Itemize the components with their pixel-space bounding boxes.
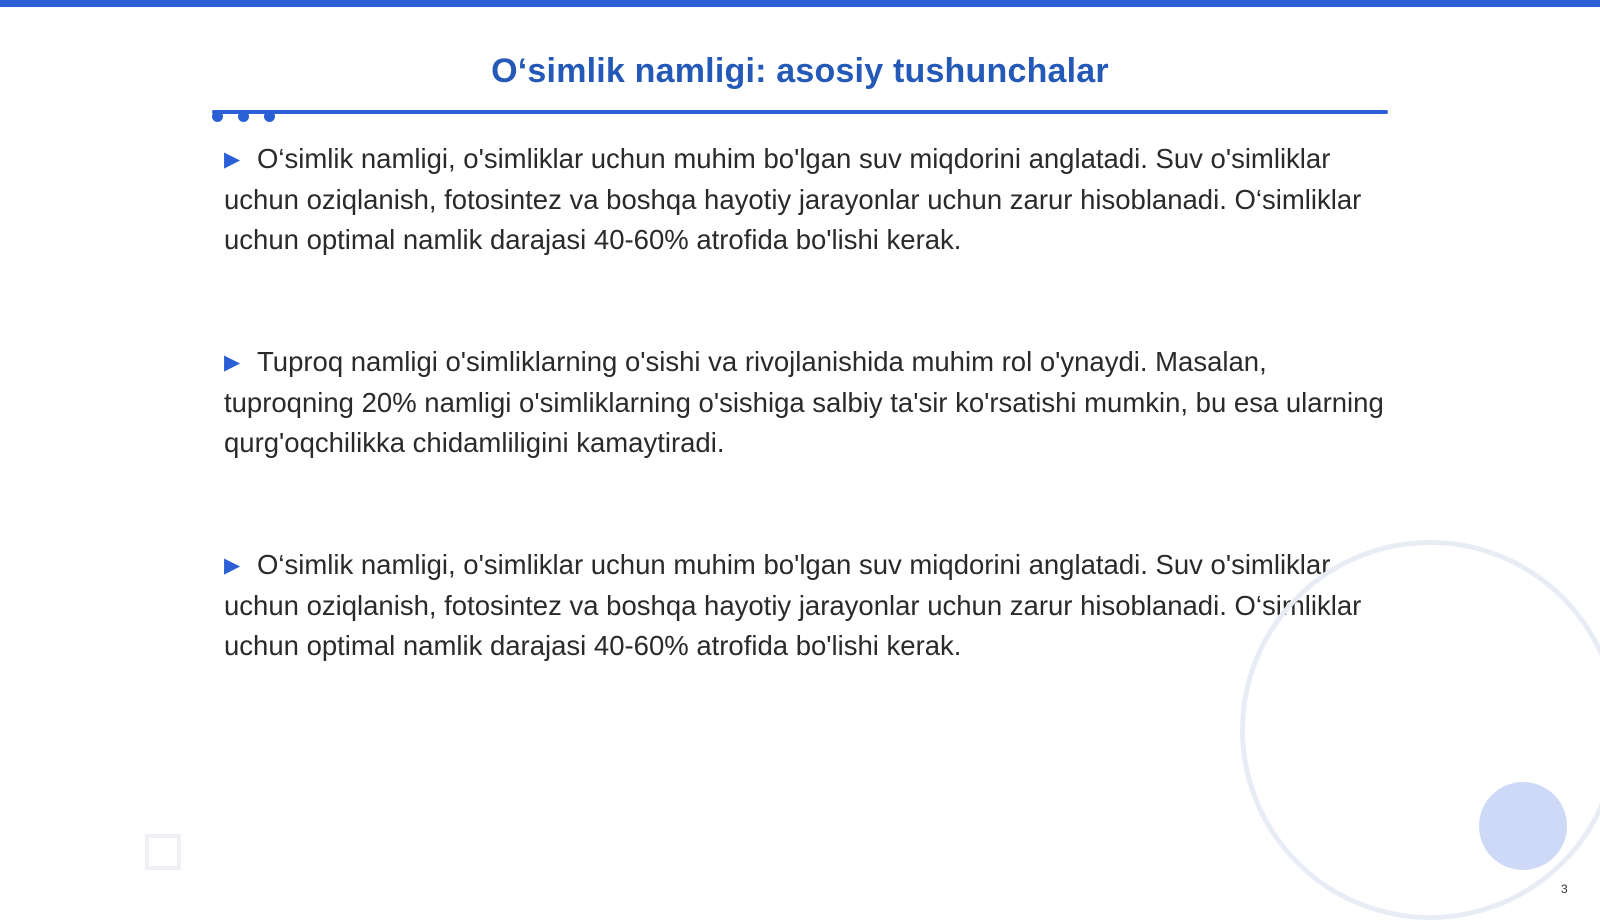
dot-decoration xyxy=(212,111,223,122)
bullet-item xyxy=(224,545,1384,666)
title-underline xyxy=(212,110,1388,114)
top-accent-bar xyxy=(0,0,1600,7)
filled-circle-decoration xyxy=(1479,782,1567,870)
bullet-item xyxy=(224,342,1384,463)
triangle-right-icon: ▶ xyxy=(224,148,241,171)
slide-title: O‘simlik namligi: asosiy tushunchalar xyxy=(491,52,1109,90)
square-outline-decoration xyxy=(145,834,181,870)
page-number: 3 xyxy=(1561,882,1568,896)
bullet-text: Tuproq namligi o'simliklarning o'sishi va rivojlanishida muhim rol o'ynaydi. Masalan, tuproqning 20% namligi o'simliklarning o'sishiga salbiy ta'sir ko'rsatishi mumkin, bu esa ularning qurg'oqchilikka chidamliligini kamaytiradi. xyxy=(224,346,1384,458)
dot-decoration xyxy=(264,111,275,122)
bullet-text: O‘simlik namligi, o'simliklar uchun muhim bo'lgan suv miqdorini anglatadi. Suv o'simliklar uchun oziqlanish, fotosintez va boshqa hayotiy jarayonlar uchun zarur hisoblanadi. O‘simliklar uchun optimal namlik darajasi 40-60% atrofida bo'lishi kerak. xyxy=(224,549,1362,661)
bullet-item xyxy=(224,139,1384,260)
bullet-list xyxy=(224,139,1384,748)
triangle-right-icon: ▶ xyxy=(224,554,241,577)
title-dots-decoration xyxy=(212,111,282,125)
triangle-right-icon: ▶ xyxy=(224,351,241,374)
dot-decoration xyxy=(238,111,249,122)
bullet-text: O‘simlik namligi, o'simliklar uchun muhim bo'lgan suv miqdorini anglatadi. Suv o'simliklar uchun oziqlanish, fotosintez va boshqa hayotiy jarayonlar uchun zarur hisoblanadi. O‘simliklar uchun optimal namlik darajasi 40-60% atrofida bo'lishi kerak. xyxy=(224,143,1362,255)
